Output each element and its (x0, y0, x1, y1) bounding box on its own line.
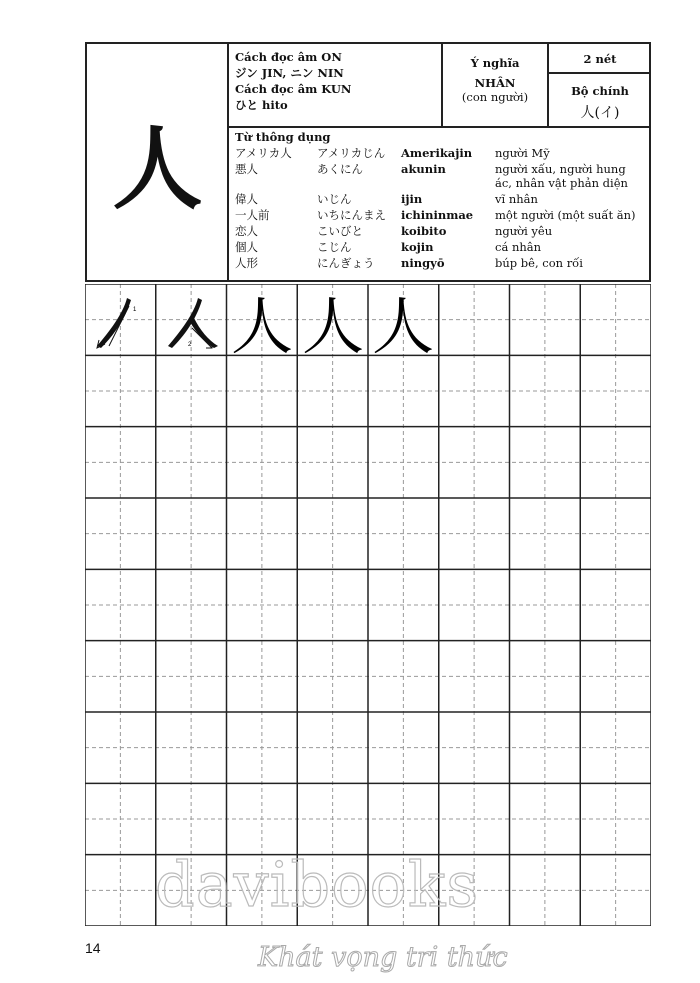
vocab-word: アメリカ人 (235, 146, 292, 160)
radical-label: Bộ chính (571, 84, 629, 98)
practice-char: 人 (230, 290, 294, 363)
vocab-meaning: cá nhân (495, 240, 542, 254)
vocab-word: 個人 (235, 240, 258, 254)
vocab-reading: あくにん (317, 162, 363, 176)
vocab-reading: アメリカじん (317, 146, 386, 160)
vocab-word: 一人前 (235, 208, 270, 222)
vocab-word: 偉人 (235, 192, 258, 206)
vocab-romaji: kojin (401, 240, 434, 254)
vocab-romaji: Amerikajin (401, 146, 473, 160)
watermark-brand: davibooks (155, 848, 480, 921)
meaning-label: Ý nghĩa (470, 56, 520, 70)
practice-char: 人 (301, 290, 365, 363)
vocab-meaning: người xấu, người hung ác, nhân vật phản diện (495, 162, 628, 190)
stroke-order-cell-1 (97, 298, 131, 348)
vocab-word: 人形 (235, 256, 258, 270)
practice-grid (85, 284, 651, 926)
vocab-reading: いちにんまえ (317, 208, 386, 222)
vocab-meaning: người yêu (495, 224, 553, 238)
page-number: 14 (85, 940, 101, 956)
vocab-heading: Từ thông dụng (235, 130, 331, 144)
meaning-sino: NHÂN (474, 76, 516, 90)
stroke-order-cell-2 (168, 298, 218, 348)
kanji-info-header (85, 42, 651, 282)
vocab-reading: こじん (317, 240, 352, 254)
main-kanji: 人 (112, 116, 203, 222)
practice-char: 人 (371, 290, 435, 363)
vocab-romaji: ichininmae (401, 208, 474, 222)
vocab-reading: にんぎょう (317, 256, 375, 270)
vocab-word: 悪人 (235, 162, 258, 176)
vocab-meaning: người Mỹ (495, 146, 550, 160)
kun-reading-value: ひと hito (235, 98, 288, 112)
vocab-romaji: akunin (401, 162, 446, 176)
watermark-slogan: Khát vọng tri thức (258, 942, 508, 973)
vocab-reading: こいびと (317, 224, 363, 238)
stroke-number: 1 (133, 307, 137, 313)
vocab-romaji: ningyō (401, 256, 445, 270)
vocab-meaning: một người (một suất ăn) (495, 208, 636, 222)
stroke-count: 2 nét (583, 52, 617, 66)
kun-reading-label: Cách đọc âm KUN (235, 82, 352, 96)
on-reading-value: ジン JIN, ニン NIN (235, 66, 344, 80)
vocab-word: 恋人 (235, 224, 258, 238)
stroke-number: 2 (188, 342, 192, 348)
vocab-meaning: vĩ nhân (495, 192, 538, 206)
vocab-reading: いじん (317, 192, 352, 206)
meaning-gloss: (con người) (461, 90, 529, 104)
radical-value: 人(イ) (580, 105, 620, 121)
vocab-meaning: búp bê, con rối (495, 256, 583, 270)
on-reading-label: Cách đọc âm ON (235, 50, 342, 64)
vocab-romaji: ijin (401, 192, 423, 206)
vocab-romaji: koibito (401, 224, 447, 238)
